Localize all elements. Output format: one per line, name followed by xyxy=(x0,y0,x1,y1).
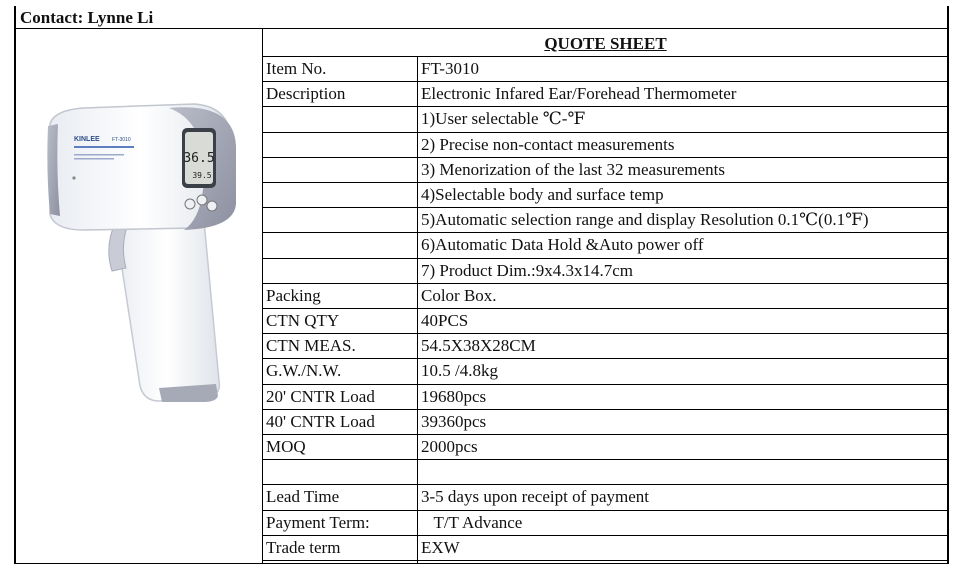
display-reading: 36.5 xyxy=(183,151,215,166)
row-label: Lead Time xyxy=(266,487,340,507)
row-value: 2) Precise non-contact measurements xyxy=(421,134,675,154)
row-label: Description xyxy=(266,84,346,104)
contact-underline xyxy=(14,28,949,29)
row-value: EXW xyxy=(421,537,460,557)
right-border xyxy=(947,6,949,564)
row-divider xyxy=(262,459,949,460)
row-divider xyxy=(262,283,949,284)
row-label: MOQ xyxy=(266,437,306,456)
row-value: 3) Menorization of the last 32 measurements xyxy=(421,159,726,179)
thermometer-image xyxy=(44,96,244,406)
row-label: CTN MEAS. xyxy=(266,336,356,356)
row-divider xyxy=(262,535,949,536)
contact-heading: Contact: Lynne Li xyxy=(20,8,154,27)
row-value: 7) Product Dim.:9x4.3x14.7cm xyxy=(421,260,634,280)
row-value: Electronic Infared Ear/Forehead Thermometer xyxy=(421,84,737,104)
row-value: T/T Advance xyxy=(421,512,523,532)
display-sub: 39.5 xyxy=(192,171,212,180)
row-value: FT-3010 xyxy=(421,59,479,78)
model-label: FT-3010 xyxy=(112,137,131,143)
row-value: 4)Selectable body and surface temp xyxy=(421,185,664,204)
bottom-border xyxy=(14,563,949,564)
row-divider xyxy=(262,333,949,334)
row-value: 10.5 /4.8kg xyxy=(421,361,498,381)
row-divider xyxy=(262,308,949,309)
row-value: 3-5 days upon receipt of payment xyxy=(421,487,650,507)
row-label: Item No. xyxy=(266,59,327,78)
quote-sheet xyxy=(14,6,949,564)
row-divider xyxy=(262,106,949,107)
row-value: 2000pcs xyxy=(421,437,478,456)
row-label: Trade term xyxy=(266,537,341,557)
row-label: G.W./N.W. xyxy=(266,361,342,381)
row-label: Packing xyxy=(266,285,321,305)
row-label: 40' CNTR Load xyxy=(266,411,375,431)
row-value: 1)User selectable ℃-℉ xyxy=(421,109,586,129)
row-value: 6)Automatic Data Hold &Auto power off xyxy=(421,235,704,255)
row-label: 20' CNTR Load xyxy=(266,386,375,406)
row-value: 40PCS xyxy=(421,311,469,330)
row-value: 54.5X38X28CM xyxy=(421,336,536,356)
row-value: 19680pcs xyxy=(421,386,487,406)
brand-logo: KINLEE xyxy=(74,136,100,143)
row-divider xyxy=(262,434,949,435)
row-label: Payment Term: xyxy=(266,512,370,532)
row-divider xyxy=(262,358,949,359)
row-value: 39360pcs xyxy=(421,411,487,431)
row-divider xyxy=(262,56,949,57)
row-value: Color Box. xyxy=(421,285,497,305)
left-border xyxy=(14,6,16,564)
sheet-title: QUOTE SHEET xyxy=(544,34,667,53)
row-value: 5)Automatic selection range and display Resolution 0.1℃(0.1℉) xyxy=(421,210,869,230)
row-divider xyxy=(262,560,949,561)
row-label: CTN QTY xyxy=(266,311,340,330)
